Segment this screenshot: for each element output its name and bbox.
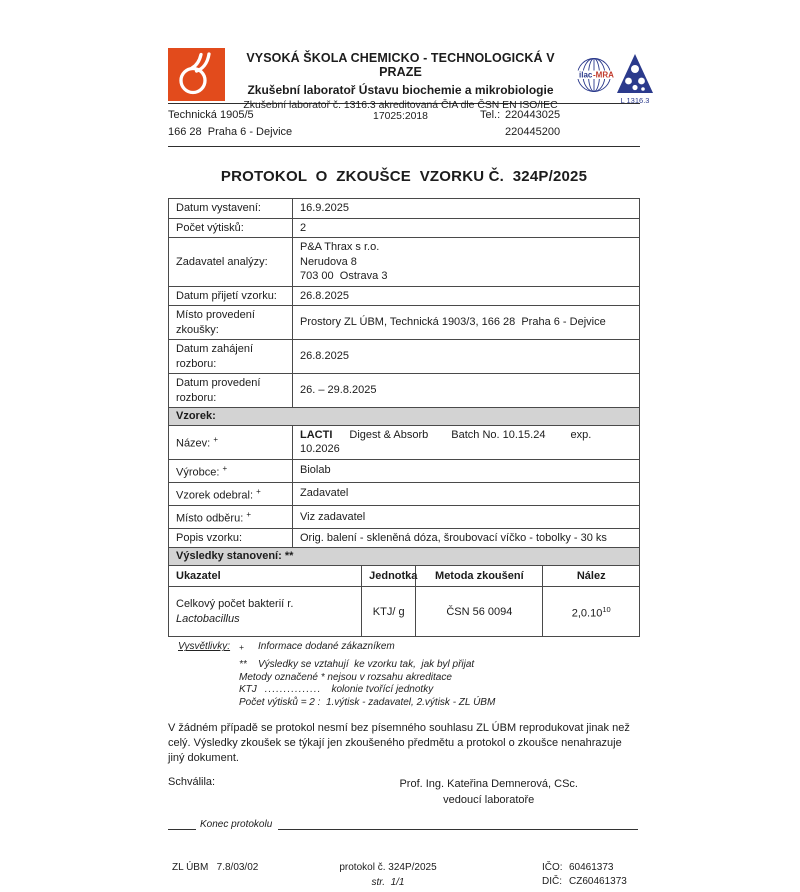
results-data-row xyxy=(169,587,640,637)
client-street: Nerudova 8 xyxy=(300,255,357,268)
note-text: Metody označené * nejsou v rozsahu akreditace xyxy=(239,671,452,683)
sample-producer-label: Výrobce: + xyxy=(169,459,293,482)
ico-row xyxy=(542,862,627,873)
section-header-row xyxy=(169,408,640,426)
info-row-value: 2 xyxy=(293,218,640,238)
footer-protocol-number: protokol č. 324P/2025 xyxy=(339,862,437,874)
laboratory-name: Zkušební laboratoř Ústavu biochemie a mikrobiologie xyxy=(247,83,554,97)
info-row-label: Datum zahájení rozboru: xyxy=(169,340,293,374)
page-number: str. 1/1 xyxy=(371,877,405,889)
document-content xyxy=(168,48,650,892)
explanatory-notes xyxy=(178,641,640,709)
note-line xyxy=(178,641,640,659)
column-header-unit: Jednotka xyxy=(362,565,416,587)
note-marker: + xyxy=(239,642,244,653)
address-street: Technická 1905/5 xyxy=(168,109,254,121)
phone-label: Tel.: xyxy=(480,109,501,121)
university-name: VYSOKÁ ŠKOLA CHEMICKO - TECHNOLOGICKÁ V PRAZE xyxy=(246,51,555,79)
approver-role: vedoucí laboratoře xyxy=(443,794,535,807)
note-line xyxy=(178,672,640,685)
ico-value: 60461373 xyxy=(569,862,614,874)
sample-description-value: Orig. balení - skleněná dóza, šroubovací víčko - tobolky - 30 ks xyxy=(293,528,640,548)
sample-name-value xyxy=(293,425,640,459)
info-row-label: Místo provedení zkoušky: xyxy=(169,306,293,340)
accreditation-logos xyxy=(576,48,656,105)
section-header-vzorek: Vzorek: xyxy=(169,408,640,426)
client-city: 703 00 Ostrava 3 xyxy=(300,270,388,282)
column-header-indicator: Ukazatel xyxy=(169,565,362,587)
table-row xyxy=(169,199,640,219)
disclaimer-text: V žádném případě se protokol nesmí bez písemného souhlasu ZL ÚBM reprodukovat jinak než celý. Výsledky zkoušek se týkají jen zkoušeného předmětu a protokol o zkoušce nenahrazuje jiný dokument. xyxy=(168,722,630,765)
info-row-label: Zadavatel analýzy: xyxy=(169,238,293,287)
note-text: KTJ ............... kolonie tvořící jednotky xyxy=(239,684,434,696)
signer-block xyxy=(399,776,578,808)
note-line xyxy=(178,697,640,710)
sample-site-label: Místo odběru: + xyxy=(169,505,293,528)
address-block xyxy=(168,109,640,143)
info-row-value: 16.9.2025 xyxy=(293,199,640,219)
result-indicator: Celkový počet bakterií r. Lactobacillus xyxy=(169,587,362,637)
protocol-info-table xyxy=(168,198,640,548)
footer-company-ids xyxy=(542,862,627,890)
note-text: Informace dodané zákazníkem xyxy=(258,641,395,653)
info-row-value: 26.8.2025 xyxy=(293,340,640,374)
table-row xyxy=(169,218,640,238)
info-row-value xyxy=(293,238,640,287)
vscht-logo-icon xyxy=(168,48,225,101)
table-row xyxy=(169,374,640,408)
info-row-label: Datum provedení rozboru: xyxy=(169,374,293,408)
note-text: Výsledky se vztahují ke vzorku tak, jak byl přijat xyxy=(258,659,475,671)
column-header-method: Metoda zkoušení xyxy=(416,565,543,587)
sample-collector-value: Zadavatel xyxy=(293,482,640,505)
table-row xyxy=(169,482,640,505)
accreditation-line: Zkušební laboratoř č. 1316.3 akreditovaná ČIA dle ČSN EN ISO/IEC 17025:2018 xyxy=(243,100,558,122)
ico-label: IČO: xyxy=(542,862,563,874)
note-marker: ** xyxy=(239,659,247,671)
customer-info-marker: + xyxy=(213,434,218,444)
info-row-label: Datum přijetí vzorku: xyxy=(169,286,293,306)
sample-product-name: LACTI xyxy=(300,428,333,441)
section-header-vysledky: Výsledky stanovení: ** xyxy=(169,548,640,566)
sample-product-desc: Digest & Absorb xyxy=(349,428,429,441)
notes-heading: Vysvětlivky: xyxy=(178,641,231,653)
result-method: ČSN 56 0094 xyxy=(416,587,543,637)
info-row-value: 26. – 29.8.2025 xyxy=(293,374,640,408)
divider-address xyxy=(168,146,640,147)
page-footer xyxy=(168,860,640,892)
end-line-right xyxy=(278,819,638,830)
ilac-mra-logo-icon xyxy=(576,57,612,93)
result-value: 2,0.10$^{10}$ xyxy=(543,587,640,637)
approval-block xyxy=(168,776,640,808)
sample-site-value: Viz zadavatel xyxy=(293,505,640,528)
sample-collector-label: Vzorek odebral: + xyxy=(169,482,293,505)
phone-number-2: 220445200 xyxy=(505,126,561,138)
client-name: P&A Thrax s r.o. xyxy=(300,241,380,253)
document-title: PROTOKOL O ZKOUŠCE VZORKU Č. 324P/2025 xyxy=(220,168,588,185)
approval-label: Schválila: xyxy=(168,776,216,789)
results-header-row xyxy=(169,565,640,587)
table-row xyxy=(169,505,640,528)
info-row-label: Datum vystavení: xyxy=(169,199,293,219)
dic-label: DIČ: xyxy=(542,876,562,888)
cia-accreditation-logo-icon xyxy=(615,52,655,105)
results-table xyxy=(168,547,640,637)
mra-logo-text: -MRA xyxy=(593,70,614,80)
note-line xyxy=(178,684,640,697)
result-exponent: 10 xyxy=(602,604,611,614)
table-row xyxy=(169,528,640,548)
sample-name-label: Název: + xyxy=(169,425,293,459)
customer-info-marker: + xyxy=(256,486,261,496)
section-header-row xyxy=(169,548,640,566)
table-row xyxy=(169,286,640,306)
species-name: Lactobacillus xyxy=(176,612,240,625)
cia-logo-label: L 1316.3 xyxy=(620,96,650,105)
info-row-value: Prostory ZL ÚBM, Technická 1903/3, 166 28 Praha 6 - Dejvice xyxy=(293,306,640,340)
end-of-protocol xyxy=(168,816,640,830)
customer-info-marker: + xyxy=(222,463,228,473)
ilac-logo-text: ilac xyxy=(579,70,593,80)
table-row xyxy=(169,340,640,374)
dic-value: CZ60461373 xyxy=(569,876,627,888)
dic-row xyxy=(542,876,627,887)
footer-center xyxy=(303,862,473,888)
footer-document-code: ZL ÚBM 7.8/03/02 xyxy=(172,862,259,874)
info-row-value: 26.8.2025 xyxy=(293,286,640,306)
table-row xyxy=(169,425,640,459)
sample-expiry-date: exp. 10.2026 xyxy=(300,428,595,455)
table-row xyxy=(169,459,640,482)
info-row-label: Počet výtisků: xyxy=(169,218,293,238)
end-line-left xyxy=(168,819,196,830)
customer-info-marker: + xyxy=(246,509,251,519)
table-row xyxy=(169,238,640,287)
result-unit: KTJ/ g xyxy=(362,587,416,637)
note-line xyxy=(178,659,640,672)
phone-number-1: 220443025 xyxy=(505,109,561,121)
sample-description-label: Popis vzorku: xyxy=(169,528,293,548)
address-city: 166 28 Praha 6 - Dejvice xyxy=(168,126,293,138)
dot-leader: ............... xyxy=(264,684,322,696)
note-text: Počet výtisků = 2 : 1.výtisk - zadavatel, 2.výtisk - ZL ÚBM xyxy=(239,696,496,708)
sample-producer-value: Biolab xyxy=(293,459,640,482)
end-note-text: Konec protokolu xyxy=(200,819,273,831)
column-header-result: Nález xyxy=(543,565,640,587)
approver-name: Prof. Ing. Kateřina Demnerová, CSc. xyxy=(399,778,578,791)
sample-batch-number: Batch No. 10.15.24 xyxy=(451,428,546,441)
table-row xyxy=(169,306,640,340)
